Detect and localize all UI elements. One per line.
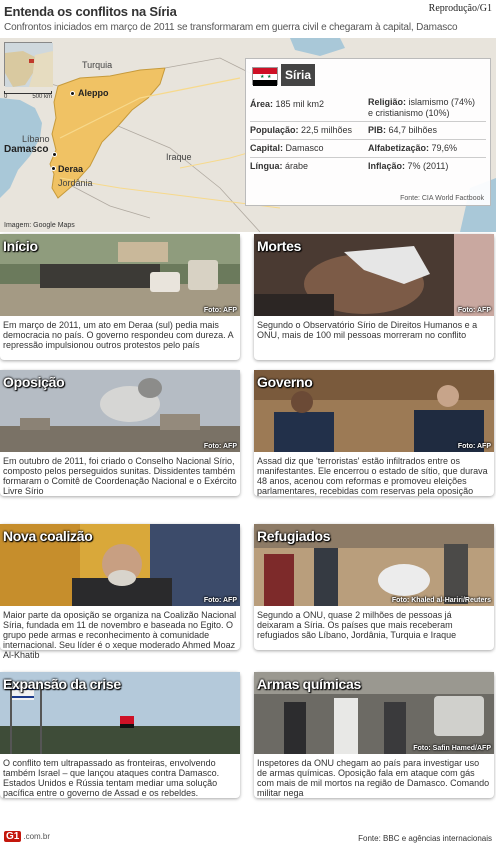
photo-credit: Foto: AFP	[203, 597, 237, 604]
page-title: Entenda os conflitos na Síria	[4, 4, 177, 19]
info-capital: Capital: Damasco	[250, 143, 324, 153]
card-text: Segundo a ONU, quase 2 milhões de pessoas já deixaram a Síria. Os países que mais receberam refugiados são Líbano, Jordânia, Turquia e Iraque	[257, 610, 457, 640]
infobox-title: Síria	[281, 64, 315, 86]
card-inicio	[0, 234, 240, 360]
card-title: Refugiados	[257, 528, 331, 544]
card-nova-coalizao	[0, 524, 240, 660]
card-title: Armas químicas	[257, 676, 361, 692]
label-aleppo: Aleppo	[78, 88, 109, 98]
infobox-source: Fonte: CIA World Factbook	[400, 195, 484, 202]
card-text: Em março de 2011, um ato em Deraa (sul) pedia mais democracia no país. O governo respondeu com dureza. A repressão impulsionou outros protestos pelo país	[3, 320, 234, 350]
info-literacy: Alfabetização: 79,6%	[368, 143, 458, 153]
photo-expansao	[0, 672, 240, 754]
label-turquia: Turquia	[82, 60, 113, 70]
photo-credit: Foto: AFP	[457, 443, 491, 450]
map-credit: Imagem: Google Maps	[4, 222, 75, 229]
info-language: Língua: árabe	[250, 161, 309, 171]
photo-armas-quimicas	[254, 672, 494, 754]
syria-map	[0, 38, 496, 232]
footer-source: Fonte: BBC e agências internacionais	[358, 834, 492, 843]
card-governo	[254, 370, 494, 496]
card-title: Governo	[257, 374, 313, 390]
label-iraque: Iraque	[166, 152, 192, 162]
info-religion: Religião: islamismo (74%)	[368, 97, 476, 107]
card-text: Segundo o Observatório Sírio de Direitos Humanos e a ONU, mais de 100 mil pessoas morreram no conflito	[257, 320, 478, 340]
country-infobox	[245, 58, 491, 206]
photo-credit: Foto: Safin Hamed/AFP	[413, 745, 491, 752]
card-title: Expansão da crise	[3, 676, 121, 692]
g1-domain: .com.br	[23, 832, 51, 841]
card-title: Mortes	[257, 238, 302, 254]
card-expansao-da-crise	[0, 672, 240, 798]
card-title: Início	[3, 238, 38, 254]
label-deraa: Deraa	[58, 164, 84, 174]
info-gdp: PIB: 64,7 bilhões	[368, 125, 438, 135]
photo-governo	[254, 370, 494, 452]
card-title: Nova coalizão	[3, 528, 93, 544]
photo-nova-coalizao	[0, 524, 240, 606]
photo-credit: Foto: Khaled al-Hariri/Reuters	[391, 597, 491, 604]
card-text: Maior parte da oposição se organiza na Coalizão Nacional Síria, fundada em 11 de novembro e baseada no Egito. O grupo pede armas e reconhecimento à comunidade internacional. Seu líder é o xeque moderado Ahmed Moaz Al-Khatib	[3, 610, 237, 660]
info-inflation: Inflação: 7% (2011)	[368, 161, 449, 171]
header	[0, 0, 496, 40]
info-area: Área: 185 mil km2	[250, 99, 325, 109]
photo-credit: Foto: AFP	[203, 443, 237, 450]
map-scale	[4, 91, 52, 101]
card-oposicao	[0, 370, 240, 496]
card-text: O conflito tem ultrapassado as fronteiras, envolvendo também Israel – que lançou ataques contra Damasco. Estados Unidos e Rússia tentam mediar uma solução pacífica entre o governo de Assad e os rebeldes.	[3, 758, 220, 798]
syria-flag-icon: ★ ★	[252, 67, 278, 85]
scale-zero: 0	[4, 94, 8, 100]
card-text: Em outubro de 2011, foi criado o Conselho Nacional Sírio, composto pelos perseguidos sunitas. Dissidentes também formaram o Comitê de Coordenação Nacional e o Exército Livre Sírio	[3, 456, 237, 496]
label-jordania: Jordânia	[58, 178, 93, 188]
card-armas-quimicas	[254, 672, 494, 798]
card-text: Inspetores da ONU chegam ao país para investigar uso de armas químicas. Oposição fala em ataque com gás com mais de mil mortos na região de Damasco. Comando militar nega	[257, 758, 490, 798]
card-title: Oposição	[3, 374, 65, 390]
info-religion-2: e cristianismo (10%)	[368, 108, 450, 118]
card-text: Assad diz que 'terroristas' estão infiltrados entre os manifestantes. Ele encerrou o estado de sítio, que durava 48 anos, acenou com reformas e promoveu eleições parlamentares, recebidas com reservas pela oposição	[257, 456, 488, 496]
label-damasco: Damasco	[4, 144, 49, 155]
photo-refugiados	[254, 524, 494, 606]
g1-logo	[4, 830, 50, 842]
scale-km: 500 km	[32, 94, 52, 100]
photo-oposicao	[0, 370, 240, 452]
page-subtitle: Confrontos iniciados em março de 2011 se transformaram em guerra civil e chegaram à capital, Damasco	[4, 22, 458, 33]
g1-logo-mark: G1	[6, 831, 20, 842]
photo-credit: Foto: AFP	[203, 307, 237, 314]
aleppo-dot	[70, 91, 75, 96]
card-refugiados	[254, 524, 494, 650]
photo-credit: Foto: AFP	[457, 307, 491, 314]
card-mortes	[254, 234, 494, 360]
damasco-dot	[52, 152, 57, 157]
label-libano: Líbano	[22, 134, 50, 144]
photo-mortes	[254, 234, 494, 316]
info-population: População: 22,5 milhões	[250, 125, 353, 135]
image-credit: Reprodução/G1	[428, 3, 492, 14]
inset-map	[4, 42, 52, 86]
photo-inicio	[0, 234, 240, 316]
deraa-dot	[51, 166, 56, 171]
